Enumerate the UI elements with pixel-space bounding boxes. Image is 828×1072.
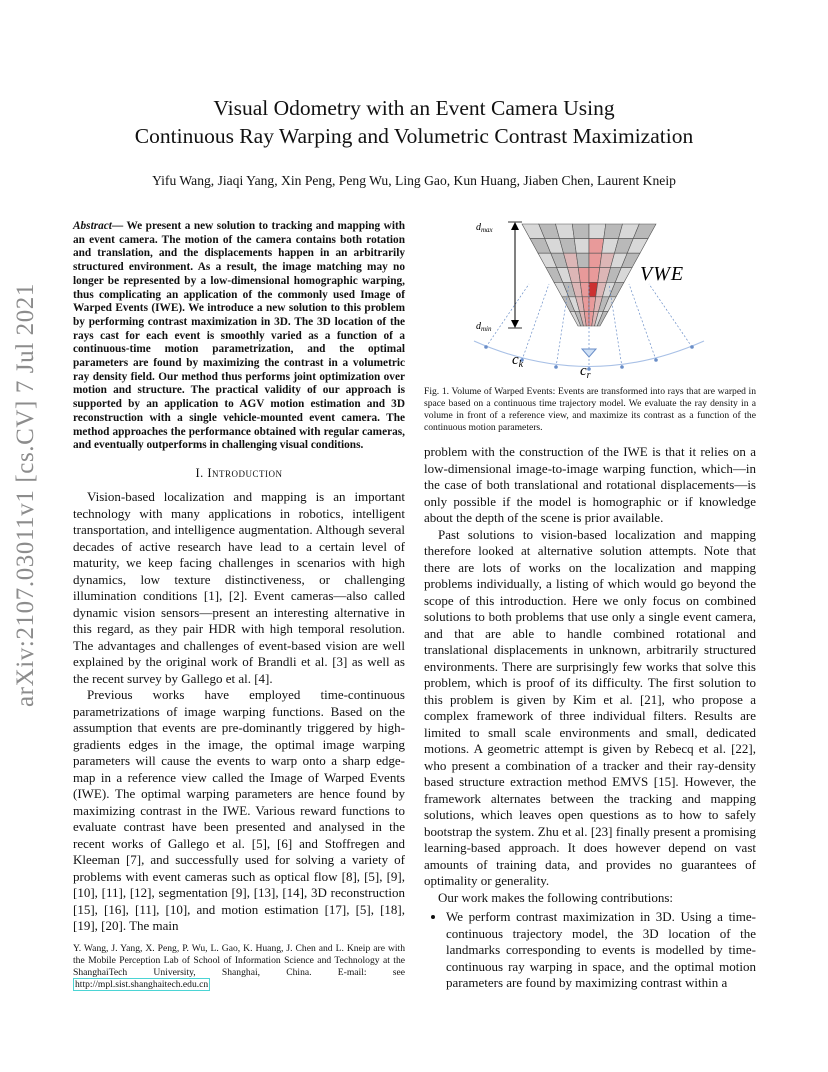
dmin-label: $d_{min}$ xyxy=(476,321,492,333)
event-ray xyxy=(649,284,692,347)
vwe-cell xyxy=(578,268,589,283)
vwe-diagram xyxy=(424,214,756,386)
event-ray xyxy=(522,284,549,360)
event-ray xyxy=(629,284,656,360)
vwe-cell xyxy=(589,239,604,254)
intro-paragraph-1: Vision-based localization and mapping is an important technology with many applications in robotics, intelligent transportation, and intelligence augmentation. Although several decades of active research have lead to a certain level of maturity, we keep facing challenges in scenarios with high dynamics, low texture distinctiveness, or challenging illumination conditions [1], [2]. Event cameras—also called dynamic vision sensors—present an interesting alternative in this regard, as they pair HDR with high temporal resolution. The advantages and challenges of event-based vision are well explained by the original work of Brandli et al. [3] as well as the recent survey by Gallego et al. [4]. xyxy=(73,489,405,686)
vwe-volume-grid xyxy=(522,224,656,326)
paper-title-line-1: Visual Odometry with an Event Camera Using xyxy=(213,96,615,120)
vwe-cell xyxy=(574,239,589,254)
contribution-item: • We perform contrast maximization in 3D. Using a time-continuous trajectory model, the 3D location of the landmarks corresponding to events is modelled by time-continuous ray warping in space, and the optimal motion parameters are found by maximizing contrast within a xyxy=(446,909,756,992)
arxiv-identifier-stamp xyxy=(6,282,46,708)
dmax-label: $d_{max}$ xyxy=(476,222,493,234)
right-paragraph-1: problem with the construction of the IWE is that it relies on a low-dimensional image-to-image warping function, which—in the case of both translational and rotational displacements—is only possible if the model is homographic or if knowledge about the depth of the scene is prior available. xyxy=(424,444,756,525)
figure-volume-of-warped-events xyxy=(424,214,756,386)
vwe-label: VWE xyxy=(640,263,685,285)
right-paragraph-3: Our work makes the following contributions: xyxy=(438,889,674,905)
reference-camera-marker xyxy=(582,349,596,357)
left-column xyxy=(73,220,405,935)
ck-camera-label: $c_k$ xyxy=(512,352,524,370)
figure-1-caption: Fig. 1. Volume of Warped Events: Events are transformed into rays that are warped in space based on a continuous time trajectory model. We evaluate the ray density in a volume in front of a reference view, and maximize its contrast as a function of the continuous motion parameters. xyxy=(424,386,756,433)
vwe-cell xyxy=(589,224,606,239)
camera-pose-dot xyxy=(554,365,558,369)
event-ray xyxy=(486,284,529,347)
lab-website-link[interactable]: http://mpl.sist.shanghaitech.edu.cn xyxy=(75,979,209,990)
author-affiliation-footnote xyxy=(73,943,405,991)
abstract-text: — We present a new solution to tracking and mapping with an event camera. The motion of the camera contains both rotation and translation, and the displacements happen in an arbitrarily structured environment. As a result, the image matching may no longer be represented by a low-dimensional homographic warping, thus complicating an application of the commonly used Image of Warped Events (IWE). We introduce a new solution to this problem by performing contrast maximization in 3D. The 3D location of the rays cast for each event is smoothly varied as a function of a continuous-time motion parametrization, and the optimal parameters are found by maximizing the contrast in a volumetric ray density field. Our method thus performs joint optimization over motion and structure. The practical validity of our approach is supported by an application to AGV motion estimation and 3D reconstruction with a single vehicle-mounted event camera. The method approaches the performance obtained with regular cameras, and eventually outperforms in challenging visual conditions. xyxy=(73,220,405,452)
footnote-text: Y. Wang, J. Yang, X. Peng, P. Wu, L. Gao, K. Huang, J. Chen and L. Kneip are with the Mobile Perception Lab of School of Information Science and Technology at the ShanghaiTech University, Shanghai, China. E-mail: see xyxy=(73,943,405,978)
abstract-label: Abstract xyxy=(73,220,112,232)
camera-pose-dot xyxy=(620,365,624,369)
paper-title xyxy=(0,94,828,150)
right-column xyxy=(424,444,756,992)
author-list: Yifu Wang, Jiaqi Yang, Xin Peng, Peng Wu, Ling Gao, Kun Huang, Jiaben Chen, Laurent Kneip xyxy=(152,173,676,188)
vwe-cell xyxy=(576,253,589,268)
right-paragraph-2: Past solutions to vision-based localization and mapping therefore looked at alternative solution attempts. Note that there are lots of works on the localization and mapping problems individually, a listing of which would go beyond the scope of this introduction. Here we only focus on combined solutions to both problems that use only a single event camera, and that are able to handle combined rotational and translational displacements in unknown, arbitrarily structured environments. There are surprisingly few works that solve this problem, which is proof of its difficulty. The first solution to this problem is given by Kim et al. [21], who propose a complex framework of three individual filters. Results are limited to small scale environments and small, dedicated motions. A geometric attempt is given by Rebecq et al. [22], who present a combination of a tracker and their ray-density based structure extraction method EMVS [15]. However, the framework alternates between the tracking and mapping solutions, which leaves open questions as to how to safely bootstrap the system. Zhu et al. [23] finally present a promising learning-based approach. It does however depend on vast amounts of training data, and provides no guarantees of optimality or generality. xyxy=(424,526,756,888)
cr-camera-label: $c_r$ xyxy=(580,363,591,381)
section-heading-introduction: I. Introduction xyxy=(195,465,283,480)
vwe-cell xyxy=(572,224,589,239)
paper-title-line-2: Continuous Ray Warping and Volumetric Contrast Maximization xyxy=(134,124,694,148)
contribution-list xyxy=(424,909,756,992)
intro-paragraph-2: Previous works have employed time-continuous parametrizations of image warping functions. Based on the assumption that events are pre-dominantly triggered by high-gradients edges in the image, the optimal image warping parameters will cause the events to warp onto a sharp edge-map in a reference view called the Image of Warped Events (IWE). The optimal warping parameters are hence found by maximizing contrast in the IWE. Various reward functions to evaluate contrast have been presented and analysed in the recent works of Gallego et al. [5], [6] and Stoffregen and Kleeman [7], and successfully used for solving a variety of problems with event cameras such as optical flow [8], [5], [9], [10], [11], [12], segmentation [9], [13], [14], 3D reconstruction [15], [16], [11], [10], and motion estimation [17], [5], [18], [19], [20]. The main xyxy=(73,687,405,934)
camera-pose-dot xyxy=(484,345,488,349)
reference-camera-icon xyxy=(582,349,596,357)
abstract xyxy=(73,220,405,453)
camera-pose-dot xyxy=(654,358,658,362)
arxiv-identifier-text: arXiv:2107.03011v1 [cs.CV] 7 Jul 2021 xyxy=(12,282,39,708)
depth-range-arrow xyxy=(508,222,522,328)
camera-pose-dot xyxy=(690,345,694,349)
